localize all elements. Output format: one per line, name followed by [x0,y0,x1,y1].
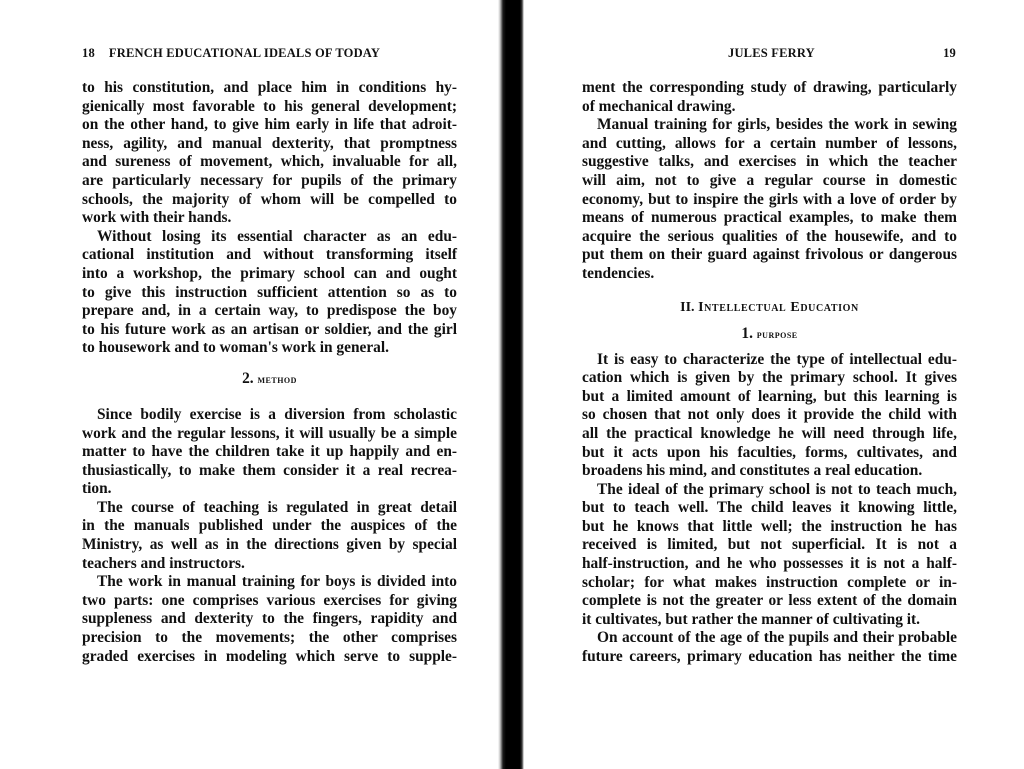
section-number: 2. [242,369,254,387]
section-title: method [257,371,297,386]
text-line: Since bodily exercise is a diversion from scholastic [97,405,457,423]
page-number: 18 [82,46,95,60]
spacer [82,394,457,406]
book-title: FRENCH EDUCATIONAL IDEALS OF TODAY [108,46,381,60]
text-line: to his constitution, and place him in conditions hy- [82,79,457,96]
text-line: and cutting, allows for a certain number of lessons, [582,134,957,152]
section-number: II. [680,299,695,315]
running-head-left [82,46,457,61]
text-line: The course of teaching is regulated in great detail [97,498,457,516]
text-line: On account of the age of the pupils and their probable [597,629,957,647]
text-line: Manual training for girls, besides the work in sewing [597,116,957,134]
text-line: cational institution and without transforming itself [82,246,457,264]
paragraph [582,351,957,481]
text-line: work with their hands. [82,209,232,227]
text-line: It is easy to characterize the type of intellectual edu- [597,350,957,368]
text-line: so chosen that not only does it provide the child with [582,406,957,424]
chapter-title: JULES FERRY [728,46,815,60]
text-line: but he knows that little well; the instruction he has [582,517,957,535]
spacer [582,284,957,299]
text-line: into a workshop, the primary school can and ought [82,264,457,282]
text-line: work and the regular lessons, it will usually be a simple [82,424,457,442]
left-page [0,0,500,769]
text-line: in the manuals published under the auspices of the [82,517,457,535]
body-text-left [82,79,457,666]
text-line: graded exercises in modeling which serve to supple- [82,647,457,665]
page-number: 19 [943,46,956,60]
text-line: but it acts upon his faculties, forms, cultivates, and [582,443,957,461]
text-line: suppleness and dexterity to the fingers, rapidity and [82,610,457,628]
text-line: tendencies. [582,264,655,282]
section-heading-method [82,370,457,394]
paragraph [82,228,457,358]
text-line: Without losing its essential character as an edu- [97,227,457,245]
body-text-right [582,79,957,667]
text-line: tion. [82,480,112,498]
text-line: to give this instruction sufficient attention so as to [82,283,457,301]
text-line: two parts: one comprises various exercises for giving [82,591,457,609]
text-line: precision to the movements; the other comprises [82,629,457,647]
paragraph [82,573,457,666]
paragraph [582,79,957,116]
text-line: scholar; for what makes instruction complete or in- [582,573,957,591]
text-line: it cultivates, but rather the manner of cultivating it. [582,610,920,628]
paragraph [82,79,457,228]
text-line: economy, but to inspire the girls with a love of order by [582,190,957,208]
subsection-title: purpose [756,326,798,341]
text-line: schools, the majority of whom will be compelled to [82,190,457,208]
section-title: Intellectual Education [698,299,859,315]
text-line: teachers and instructors. [82,554,245,572]
spacer [82,358,457,370]
text-line: The work in manual training for boys is divided into [97,573,457,591]
text-line: all the practical knowledge he will need through life, [582,424,957,442]
text-line: and sureness of movement, which, invaluable for all, [82,153,457,171]
text-line: thusiastically, to make them consider it a real recrea- [82,461,457,479]
text-line: broadens his mind, and constitutes a real education. [582,462,923,480]
text-line: to his future work as an artisan or soldier, and the girl [82,320,457,338]
text-line: received is limited, but not superficial. It is not a [582,536,957,554]
paragraph [582,481,957,630]
subsection-heading-purpose [582,325,957,351]
text-line: half-instruction, and he who possesses it is not a half- [582,555,957,573]
right-page [522,0,1024,769]
text-line: prepare and, in a certain way, to predispose the boy [82,302,457,320]
text-line: suggestive talks, and exercises in which the teacher [582,153,957,171]
text-line: ness, agility, and manual dexterity, that promptness [82,134,457,152]
text-line: matter to have the children take it up happily and en- [82,443,457,461]
text-line: of mechanical drawing. [582,97,736,115]
text-line: acquire the serious qualities of the housewife, and to [582,227,957,245]
text-line: put them on their guard against frivolous or dangerous [582,246,957,264]
text-line: complete is not the greater or less extent of the domain [582,592,957,610]
text-line: to housework and to woman's work in general. [82,339,389,357]
text-line: are particularly necessary for pupils of the primary [82,171,457,189]
paragraph [82,499,457,573]
text-line: will aim, not to give a regular course in domestic [582,171,957,189]
text-line: but to teach well. The child leaves it knowing little, [582,499,957,517]
text-line: but a limited amount of learning, but this learning is [582,387,957,405]
paragraph [582,629,957,666]
paragraph [82,406,457,499]
text-line: future careers, primary education has neither the time [582,648,957,666]
paragraph [582,116,957,283]
section-heading-intellectual-education [582,299,957,325]
text-line: on the other hand, to give him early in life that adroit- [82,116,457,134]
text-line: The ideal of the primary school is not to teach much, [597,480,957,498]
book-gutter [498,0,524,769]
text-line: gienically most favorable to his general development; [82,97,457,115]
text-line: ment the corresponding study of drawing, particularly [582,79,957,96]
text-line: means of numerous practical examples, to make them [582,209,957,227]
text-line: cation which is given by the primary school. It gives [582,369,957,387]
text-line: Ministry, as well as in the directions given by special [82,536,457,554]
subsection-number: 1. [741,324,753,342]
